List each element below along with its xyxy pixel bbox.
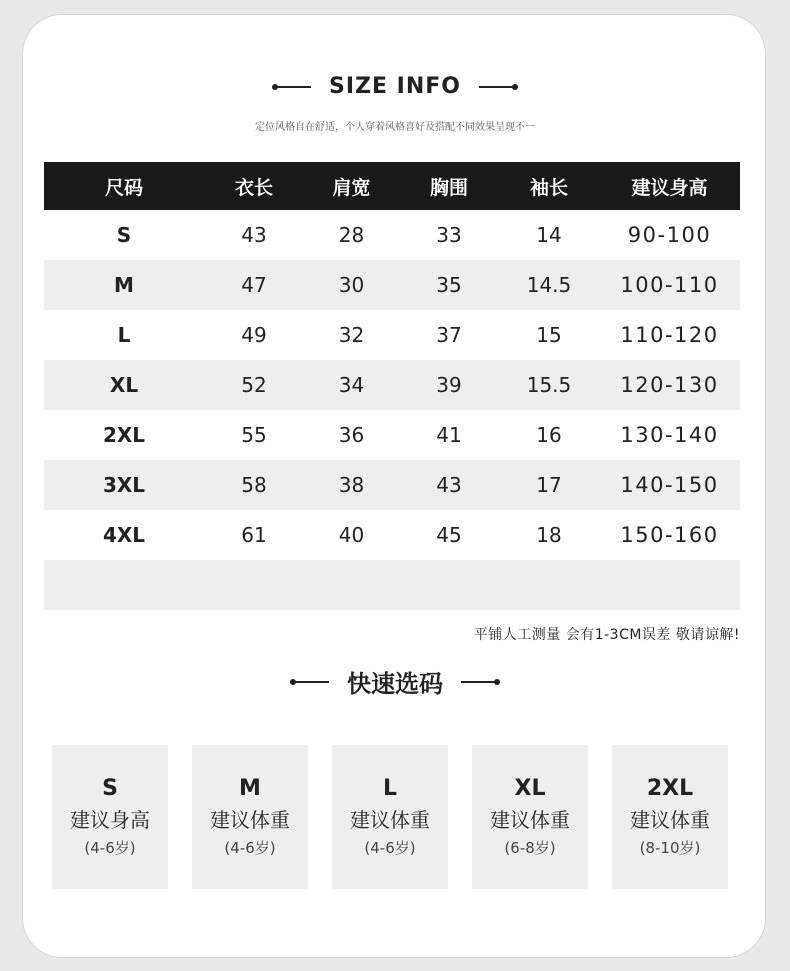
quick-select-boxes [52,745,728,889]
table-cell: L [117,323,131,347]
table-cell: 49 [241,323,267,347]
table-cell: 43 [241,223,267,247]
box-size: M [239,776,261,801]
size-box-xl [472,745,588,889]
table-cell: 130-140 [620,423,719,447]
table-cell: 32 [338,323,365,347]
table-cell: 61 [241,523,267,547]
table-cell: 16 [536,423,562,447]
heading-right-rule [479,86,515,88]
table-cell: 35 [436,273,462,297]
box-label: 建议体重 [350,808,430,832]
table-row [44,310,740,360]
table-cell: M [114,273,134,297]
table-cell: 140-150 [620,473,719,497]
table-cell: 30 [338,273,365,297]
table-cell: 14 [536,223,562,247]
table-cell: 90-100 [627,223,712,247]
quick-select-title: 快速选码 [347,670,443,698]
table-cell: 100-110 [620,273,719,297]
size-table-header [44,162,740,210]
measurement-note: 平铺人工测量 会有1-3CM误差 敬请谅解! [473,627,740,643]
box-label: 建议体重 [630,808,710,832]
heading-left-rule [293,681,329,683]
column-header-shoulder: 肩宽 [332,176,371,199]
table-cell: 110-120 [620,323,719,347]
box-age: (4-6岁) [224,839,276,857]
size-info-subtitle: 定位风格自在舒适，个人穿着风格喜好及搭配不同效果呈现不一 [255,122,535,133]
table-cell: 43 [436,473,462,497]
heading-left-rule [275,86,311,88]
box-size: L [382,776,398,801]
table-cell: 38 [338,473,365,497]
table-cell: 150-160 [620,523,719,547]
size-table [44,162,740,610]
table-cell: S [116,223,132,247]
table-cell: 28 [338,223,365,247]
table-row [44,210,740,260]
table-cell: 18 [536,523,562,547]
size-info-heading [0,74,790,99]
size-info-title: SIZE INFO [329,74,461,99]
column-header-sleeve: 袖长 [529,176,568,199]
quick-select-heading [0,664,790,699]
box-size: XL [514,776,546,801]
table-row [44,410,740,460]
table-cell: 120-130 [620,373,719,397]
table-cell: 55 [241,423,267,447]
box-age: (4-6岁) [364,839,416,857]
table-cell: 33 [436,223,462,247]
size-box-2xl [612,745,728,889]
table-cell: 34 [338,373,365,397]
box-age: (4-6岁) [84,839,136,857]
box-age: (6-8岁) [504,839,556,857]
table-cell: 39 [436,373,462,397]
table-cell: XL [109,373,139,397]
table-cell: 41 [436,423,462,447]
table-cell: 14.5 [526,273,572,297]
table-cell: 40 [338,523,365,547]
box-label: 建议身高 [70,808,150,832]
table-cell: 52 [241,373,267,397]
box-label: 建议体重 [490,808,570,832]
table-cell: 36 [338,423,365,447]
table-cell: 45 [436,523,462,547]
box-label: 建议体重 [210,808,290,832]
table-cell: 2XL [102,423,146,447]
table-cell: 3XL [102,473,146,497]
column-header-size: 尺码 [104,176,143,199]
table-cell: 15 [536,323,562,347]
table-cell: 4XL [102,523,146,547]
table-cell: 17 [536,473,562,497]
heading-right-rule [461,681,497,683]
column-header-length: 衣长 [234,176,273,199]
table-cell: 58 [241,473,267,497]
table-empty-row [44,560,740,610]
column-header-height: 建议身高 [631,176,708,199]
box-size: S [102,776,118,801]
box-size: 2XL [646,776,694,801]
table-row [44,510,740,560]
table-row [44,260,740,310]
table-cell: 37 [436,323,462,347]
box-age: (8-10岁) [639,839,701,857]
size-box-m [192,745,308,889]
table-cell: 15.5 [526,373,572,397]
table-row [44,460,740,510]
table-row [44,360,740,410]
size-box-s [52,745,168,889]
table-cell: 47 [241,273,267,297]
column-header-chest: 胸围 [429,176,468,199]
size-box-l [332,745,448,889]
